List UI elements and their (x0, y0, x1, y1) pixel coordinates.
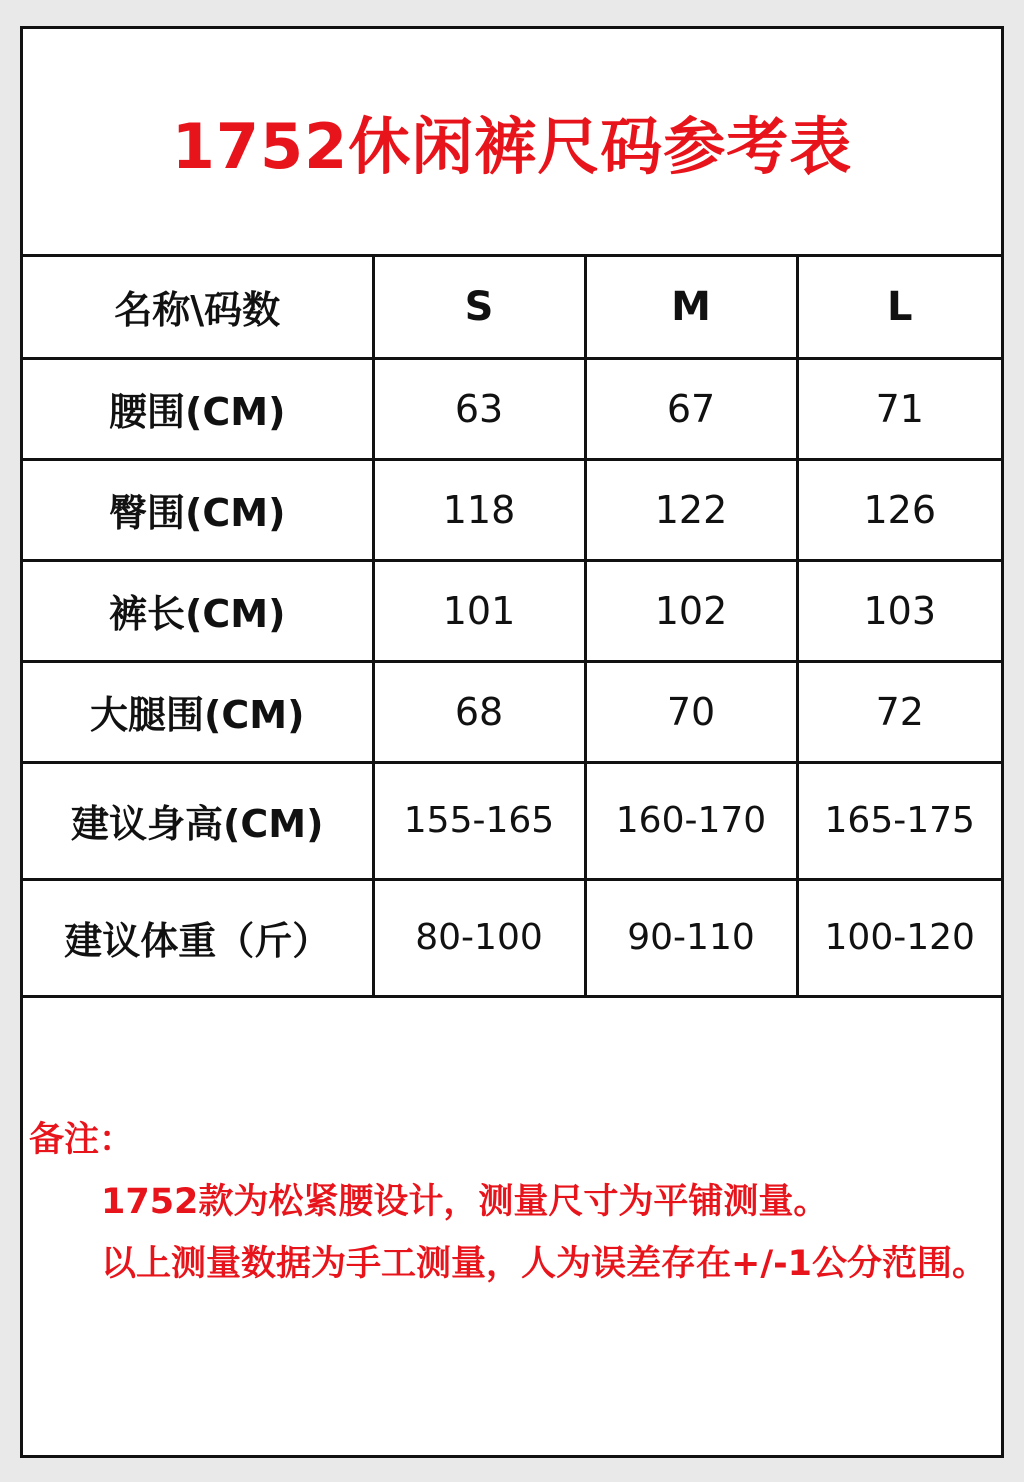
size-column-m: M (585, 257, 797, 358)
table-row-hip (23, 459, 1001, 560)
table-cell: 68 (373, 661, 585, 762)
table-header-row (23, 257, 1001, 358)
table-row-waist (23, 358, 1001, 459)
size-chart-sheet (20, 26, 1004, 1458)
table-cell: 122 (585, 459, 797, 560)
table-cell: 63 (373, 358, 585, 459)
table-cell: 72 (797, 661, 1001, 762)
table-row-height (23, 762, 1001, 879)
table-cell: 67 (585, 358, 797, 459)
table-row-weight (23, 879, 1001, 996)
table-cell: 126 (797, 459, 1001, 560)
notes-section (29, 1109, 989, 1295)
notes-heading: 备注： (29, 1120, 135, 1160)
table-cell: 155-165 (373, 762, 585, 879)
size-table (23, 257, 1001, 998)
row-label: 大腿围(CM) (23, 661, 373, 762)
table-cell: 71 (797, 358, 1001, 459)
table-row-length (23, 560, 1001, 661)
table-cell: 90-110 (585, 879, 797, 996)
row-label: 建议体重（斤） (23, 879, 373, 996)
table-cell: 100-120 (797, 879, 1001, 996)
header-corner-label: 名称\码数 (23, 257, 373, 358)
note-line-1: 1752款为松紧腰设计，测量尺寸为平铺测量。 (101, 1182, 829, 1222)
table-cell: 103 (797, 560, 1001, 661)
page-title: 1752休闲裤尺码参考表 (23, 29, 1001, 257)
table-cell: 80-100 (373, 879, 585, 996)
table-cell: 102 (585, 560, 797, 661)
table-cell: 160-170 (585, 762, 797, 879)
table-cell: 101 (373, 560, 585, 661)
size-column-s: S (373, 257, 585, 358)
row-label: 臀围(CM) (23, 459, 373, 560)
table-cell: 165-175 (797, 762, 1001, 879)
table-row-thigh (23, 661, 1001, 762)
table-cell: 70 (585, 661, 797, 762)
row-label: 裤长(CM) (23, 560, 373, 661)
size-column-l: L (797, 257, 1001, 358)
note-line-2: 以上测量数据为手工测量，人为误差存在+/-1公分范围。 (101, 1244, 987, 1284)
row-label: 腰围(CM) (23, 358, 373, 459)
table-cell: 118 (373, 459, 585, 560)
row-label: 建议身高(CM) (23, 762, 373, 879)
